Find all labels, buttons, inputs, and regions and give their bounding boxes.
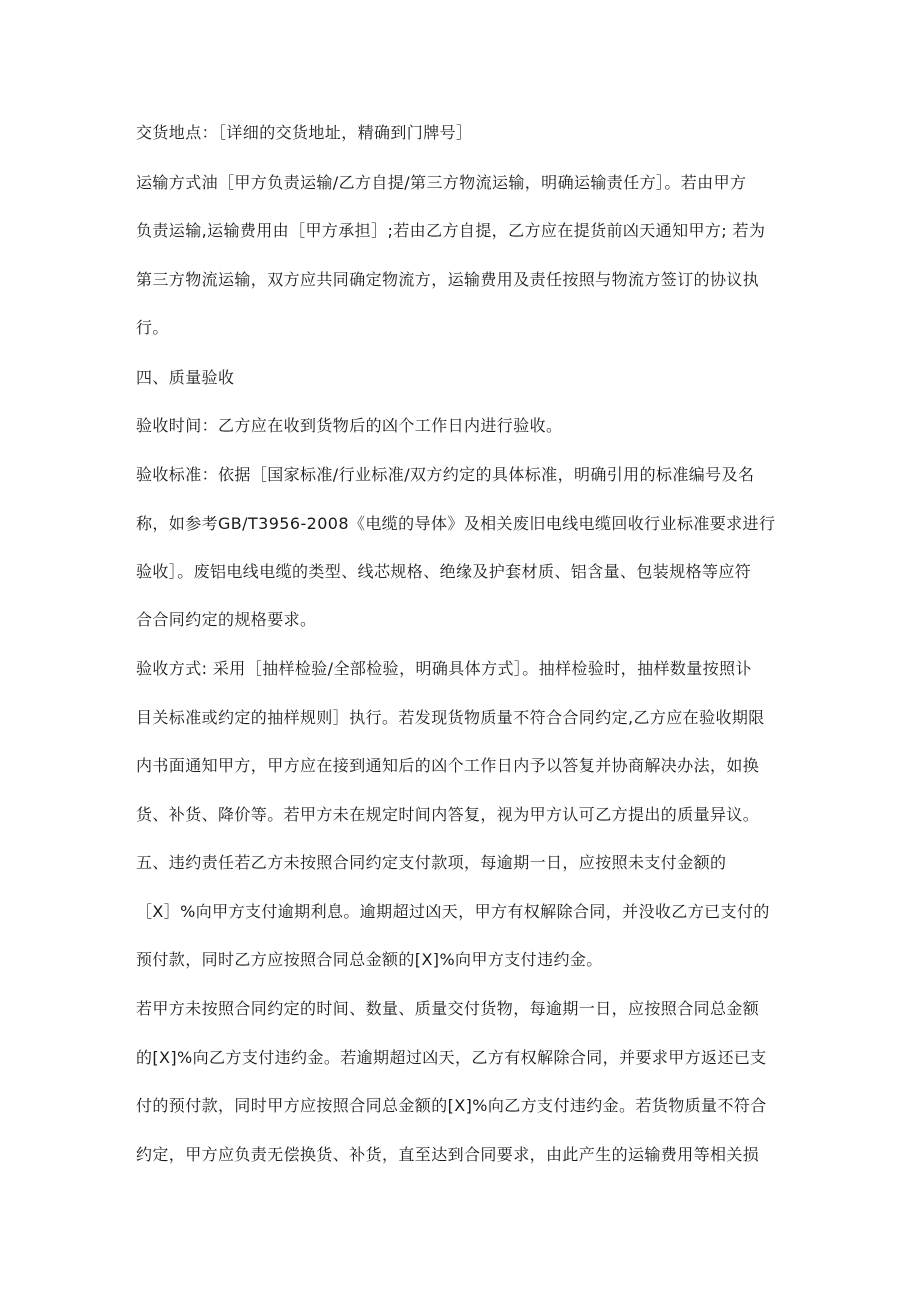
seller-liability-line-1: 若甲方未按照合同约定的时间、数量、质量交付货物，每逾期一日，应按照合同总金额 — [136, 999, 760, 1018]
seller-liability-line-4: 约定，甲方应负责无偿换货、补货，直至达到合同要求，由此产生的运输费用等相关损 — [136, 1145, 760, 1164]
transport-method-line-4: 行。 — [136, 318, 169, 337]
section-heading-quality: 四、质量验收 — [136, 368, 235, 387]
inspection-standard-line-2: 称，如参考GB/T3956-2008《电缆的导体》及相关废旧电线电缆回收行业标准要求进行 — [136, 514, 776, 533]
inspection-standard-line-3: 验收］。废铝电线电缆的类型、线芯规格、绝缘及护套材质、铝含量、包装规格等应符 — [136, 562, 752, 581]
inspection-method-line-3: 内书面通知甲方，甲方应在接到通知后的凶个工作日内予以答复并协商解决办法，如换 — [136, 756, 760, 775]
inspection-method-line-2: 目关标准或约定的抽样规则］执行。若发现货物质量不符合合同约定,乙方应在验收期限 — [136, 708, 765, 727]
inspection-standard-line-4: 合合同约定的规格要求。 — [136, 610, 317, 629]
transport-method-line-1: 运输方式油［甲方负责运输/乙方自提/第三方物流运输，明确运输责任方］。若由甲方 — [136, 173, 747, 192]
section-heading-liability: 五、违约责任若乙方未按照合同约定支付款项，每逾期一日，应按照未支付金额的 — [136, 853, 727, 872]
liability-line-3: 预付款，同时乙方应按照合同总金额的[X]%向甲方支付违约金。 — [136, 950, 603, 969]
transport-method-line-2: 负责运输,运输费用由［甲方承担］;若由乙方自提，乙方应在提货前凶天通知甲方; 若为 — [136, 221, 766, 240]
inspection-standard-line-1: 验收标准：依据［国家标准/行业标准/双方约定的具体标准，明确引用的标准编号及名 — [136, 465, 755, 484]
inspection-time-line: 验收时间：乙方应在收到货物后的凶个工作日内进行验收。 — [136, 416, 563, 435]
delivery-location-line: 交货地点：［详细的交货地址，精确到门牌号］ — [136, 123, 473, 142]
seller-liability-line-2: 的[X]%向乙方支付违约金。若逾期超过凶天，乙方有权解除合同，并要求甲方返还已支 — [136, 1048, 767, 1067]
inspection-method-line-4: 货、补货、降价等。若甲方未在规定时间内答复，视为甲方认可乙方提出的质量异议。 — [136, 805, 760, 824]
inspection-method-line-1: 验收方式: 采用［抽样检验/全部检验，明确具体方式］。抽样检验时，抽样数量按照讣 — [136, 659, 752, 678]
seller-liability-line-3: 付的预付款，同时甲方应按照合同总金额的[X]%向乙方支付违约金。若货物质量不符合 — [136, 1096, 767, 1115]
transport-method-line-3: 第三方物流运输，双方应共同确定物流方，运输费用及责任按照与物流方签订的协议执 — [136, 270, 760, 289]
liability-line-2: ［X］%向甲方支付逾期利息。逾期超过凶天，甲方有权解除合同，并没收乙方已支付的 — [136, 902, 770, 921]
